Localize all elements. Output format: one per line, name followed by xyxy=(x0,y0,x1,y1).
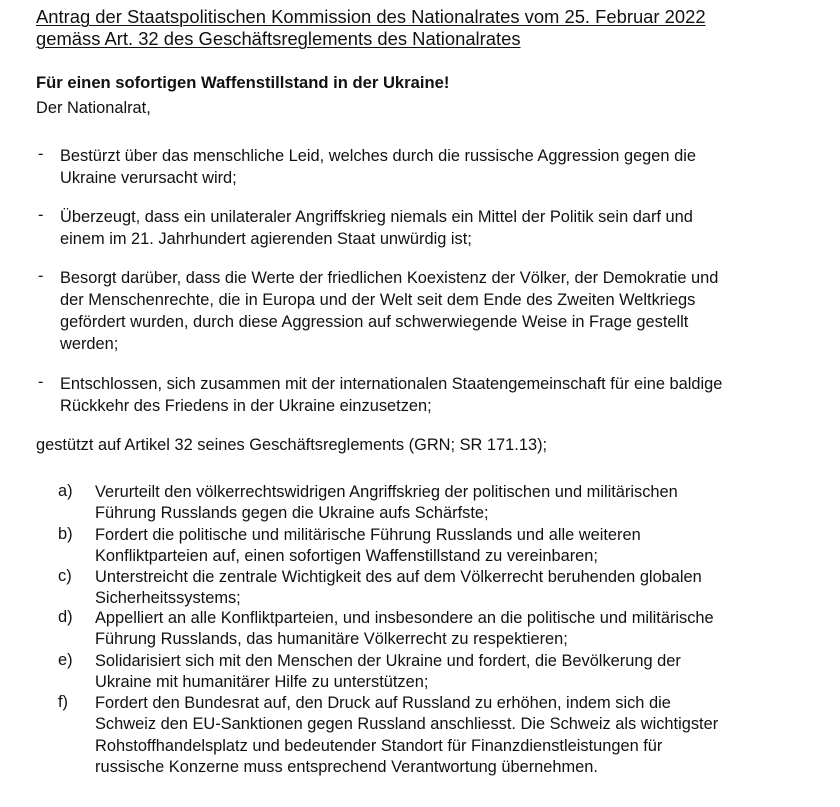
list-marker: f) xyxy=(58,693,69,711)
text-line: Appelliert an alle Konfliktparteien, und insbesondere an die politische und militärische xyxy=(95,609,714,627)
resolution-text xyxy=(95,482,678,525)
text-line: der Menschenrechte, die in Europa und der Welt seit dem Ende des Zweiten Weltkriegs xyxy=(60,291,696,309)
list-bullet: - xyxy=(38,206,44,224)
consideration-text xyxy=(60,206,693,250)
list-marker: d) xyxy=(58,608,73,626)
consideration-text xyxy=(60,267,718,355)
legal-basis-text: gestützt auf Artikel 32 seines Geschäftsreglements (GRN; SR 171.13); xyxy=(36,436,548,454)
resolution-text xyxy=(95,608,714,651)
list-bullet: - xyxy=(38,373,44,391)
text-line: Fordert den Bundesrat auf, den Druck auf Russland zu erhöhen, indem sich die xyxy=(95,694,671,712)
text-line: Unterstreicht die zentrale Wichtigkeit des auf dem Völkerrecht beruhenden globalen xyxy=(95,568,702,586)
text-line: werden; xyxy=(60,335,119,353)
resolution-text xyxy=(95,693,718,778)
consideration-text xyxy=(60,145,696,189)
text-line: Ukraine verursacht wird; xyxy=(60,169,237,187)
text-line: Solidarisiert sich mit den Menschen der Ukraine und fordert, die Bevölkerung der xyxy=(95,652,681,670)
intro-text: Der Nationalrat, xyxy=(36,99,151,117)
document-header-line-1: Antrag der Staatspolitischen Kommission des Nationalrates vom 25. Februar 2022 xyxy=(36,6,706,27)
document-header-line-2: gemäss Art. 32 des Geschäftsreglements des Nationalrates xyxy=(36,28,521,49)
text-line: einem im 21. Jahrhundert agierenden Staat unwürdig ist; xyxy=(60,230,472,248)
text-line: Konfliktparteien auf, einen sofortigen Waffenstillstand zu vereinbaren; xyxy=(95,547,598,566)
text-line: Rohstoffhandelsplatz und bedeutender Standort für Finanzdienstleistungen für xyxy=(95,736,663,755)
text-line: Überzeugt, dass ein unilateraler Angriffskrieg niemals ein Mittel der Politik sein darf und xyxy=(60,208,693,226)
text-line: gefördert wurden, durch diese Aggression auf schwerwiegende Weise in Frage gestellt xyxy=(60,313,689,331)
resolution-text xyxy=(95,567,702,610)
text-line: russische Konzerne muss entsprechend Verantwortung übernehmen. xyxy=(95,757,598,776)
consideration-text xyxy=(60,373,722,417)
resolution-text xyxy=(95,651,681,694)
list-marker: c) xyxy=(58,567,72,585)
list-marker: b) xyxy=(58,525,73,543)
document-title: Für einen sofortigen Waffenstillstand in der Ukraine! xyxy=(36,73,450,92)
text-line: Bestürzt über das menschliche Leid, welches durch die russische Aggression gegen die xyxy=(60,147,696,165)
text-line: Besorgt darüber, dass die Werte der friedlichen Koexistenz der Völker, der Demokratie und xyxy=(60,269,719,287)
text-line: Rückkehr des Friedens in der Ukraine einzusetzen; xyxy=(60,397,432,415)
text-line: Verurteilt den völkerrechtswidrigen Angriffskrieg der politischen und militärischen xyxy=(95,483,678,501)
text-line: Sicherheitssystems; xyxy=(95,589,241,608)
list-marker: a) xyxy=(58,482,73,500)
list-marker: e) xyxy=(58,651,73,669)
text-line: Schweiz den EU-Sanktionen gegen Russland anschliesst. Die Schweiz als wichtigster xyxy=(95,715,719,734)
text-line: Ukraine mit humanitärer Hilfe zu unterstützen; xyxy=(95,673,429,692)
text-line: Führung Russlands gegen die Ukraine aufs Schärfste; xyxy=(95,504,489,523)
list-bullet: - xyxy=(38,267,44,285)
text-line: Fordert die politische und militärische Führung Russlands und alle weiteren xyxy=(95,526,641,544)
list-bullet: - xyxy=(38,145,44,163)
text-line: Führung Russlands, das humanitäre Völkerrecht zu respektieren; xyxy=(95,630,568,649)
text-line: Entschlossen, sich zusammen mit der internationalen Staatengemeinschaft für eine baldige xyxy=(60,375,723,393)
resolution-text xyxy=(95,525,641,568)
